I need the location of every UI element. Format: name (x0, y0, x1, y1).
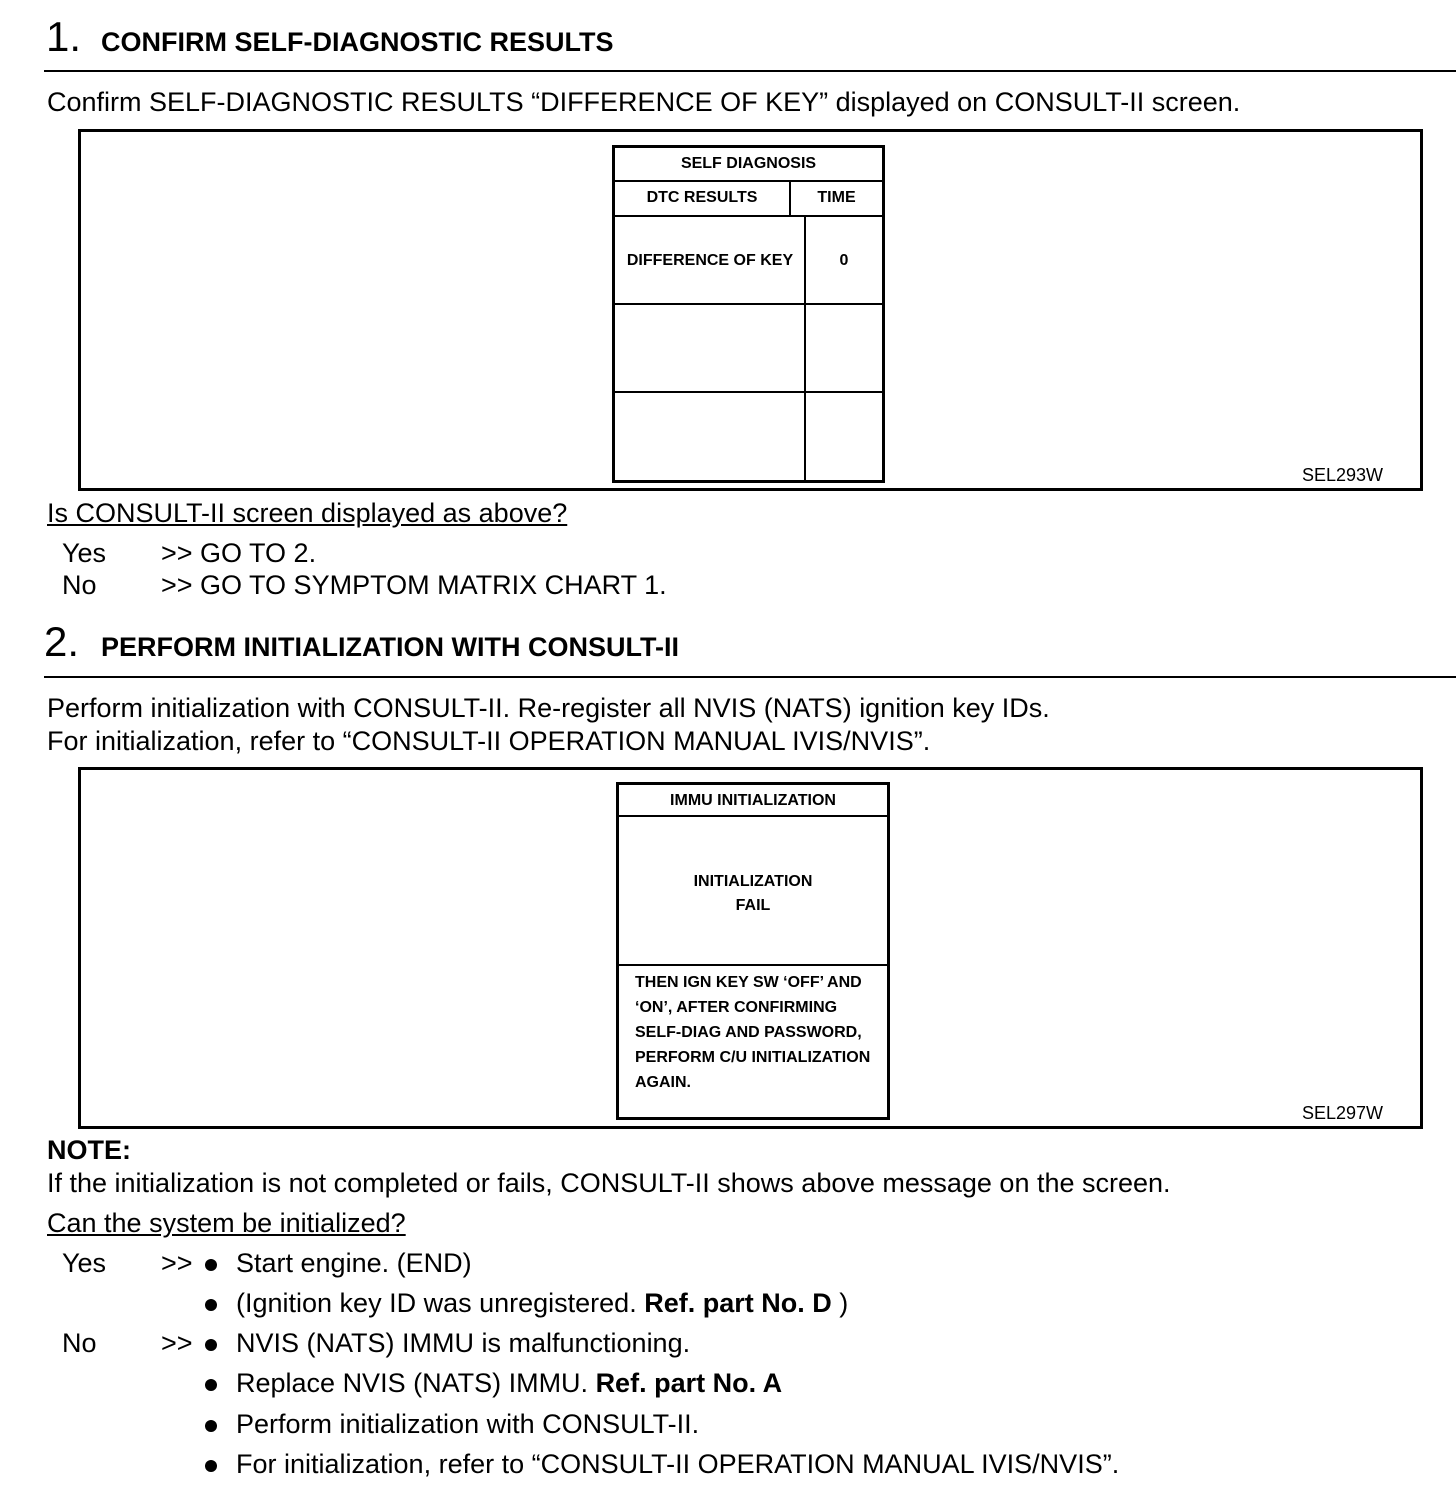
figure-immu-initialization (78, 767, 1423, 1129)
answer-yes-label: Yes (62, 1248, 107, 1278)
col-header-time: TIME (817, 189, 856, 206)
bullet-icon (205, 1299, 217, 1311)
message-line: AGAIN. (635, 1074, 691, 1091)
screen-title: SELF DIAGNOSIS (680, 155, 817, 172)
row-divider (615, 215, 882, 217)
answer-no-label: No (62, 1328, 97, 1358)
answer-yes-text: >> GO TO 2. (161, 538, 317, 568)
answer-no-text: >> GO TO SYMPTOM MATRIX CHART 1. (161, 570, 667, 600)
no-bullet-1: NVIS (NATS) IMMU is malfunctioning. (236, 1328, 691, 1358)
no-bullet-3: Perform initialization with CONSULT-II. (236, 1409, 700, 1439)
figure-self-diagnosis (78, 129, 1423, 491)
consult-screen-immu-initialization (616, 782, 890, 1120)
row-divider (619, 964, 887, 966)
row-divider (615, 391, 882, 393)
bullet-icon (205, 1339, 217, 1351)
header-col-divider (789, 180, 791, 216)
yes-bullet-2 (236, 1287, 848, 1319)
consult-screen-self-diagnosis (612, 145, 885, 483)
screen-title: IMMU INITIALIZATION (670, 792, 836, 809)
answer-no-label: No (62, 570, 97, 600)
bullet-icon (205, 1259, 217, 1271)
step2-number: 2. (44, 618, 80, 665)
yes-bullet-1: Start engine. (END) (236, 1248, 472, 1278)
note-text: If the initialization is not completed or fails, CONSULT-II shows above message on the screen. (47, 1168, 1171, 1198)
yes-bullet-2-end: ) (831, 1288, 849, 1318)
figure-code: SEL293W (1302, 465, 1384, 485)
bullet-icon (205, 1420, 217, 1432)
step2-question: Can the system be initialized? (47, 1208, 406, 1238)
ref-part-a: Ref. part No. A (595, 1368, 783, 1398)
message-line: PERFORM C/U INITIALIZATION (635, 1049, 871, 1066)
yes-bullet-2-text: (Ignition key ID was unregistered. (236, 1288, 645, 1318)
step1-question: Is CONSULT-II screen displayed as above? (47, 498, 568, 528)
screen-message (635, 970, 870, 1095)
answer-yes-arrow: >> (161, 1248, 193, 1278)
step1-instruction: Confirm SELF-DIAGNOSTIC RESULTS “DIFFERENCE OF KEY” displayed on CONSULT-II screen. (47, 87, 1241, 117)
message-line: ‘ON’, AFTER CONFIRMING (635, 999, 838, 1016)
dtc-result-cell: DIFFERENCE OF KEY (626, 252, 794, 269)
figure-code: SEL297W (1302, 1103, 1384, 1123)
row-divider (619, 815, 887, 817)
no-bullet-2-text: Replace NVIS (NATS) IMMU. (236, 1368, 596, 1398)
col-header-dtc: DTC RESULTS (646, 189, 758, 206)
status-line2: FAIL (735, 897, 771, 914)
no-bullet-4: For initialization, refer to “CONSULT-II OPERATION MANUAL IVIS/NVIS”. (236, 1449, 1120, 1479)
step2-divider (44, 676, 1456, 678)
message-line: SELF-DIAG AND PASSWORD, (635, 1024, 862, 1041)
step2-title: PERFORM INITIALIZATION WITH CONSULT-II (101, 632, 679, 662)
message-line: THEN IGN KEY SW ‘OFF’ AND (635, 974, 862, 991)
answer-yes-label: Yes (62, 538, 107, 568)
step1-divider (44, 70, 1456, 72)
step1-title: CONFIRM SELF-DIAGNOSTIC RESULTS (101, 27, 614, 57)
bullet-icon (205, 1379, 217, 1391)
step2-instruction-line1: Perform initialization with CONSULT-II. Re-register all NVIS (NATS) ignition key IDs. (47, 693, 1050, 723)
note-heading: NOTE: (47, 1135, 131, 1165)
bullet-icon (205, 1460, 217, 1472)
dtc-time-cell: 0 (839, 252, 849, 269)
row-divider (615, 180, 882, 182)
row-divider (615, 303, 882, 305)
answer-no-arrow: >> (161, 1328, 193, 1358)
no-bullet-2 (236, 1367, 782, 1399)
status-line1: INITIALIZATION (693, 873, 813, 890)
step2-instruction-line2: For initialization, refer to “CONSULT-II OPERATION MANUAL IVIS/NVIS”. (47, 726, 931, 756)
ref-part-d: Ref. part No. D (644, 1288, 832, 1318)
step1-number: 1. (46, 13, 82, 60)
